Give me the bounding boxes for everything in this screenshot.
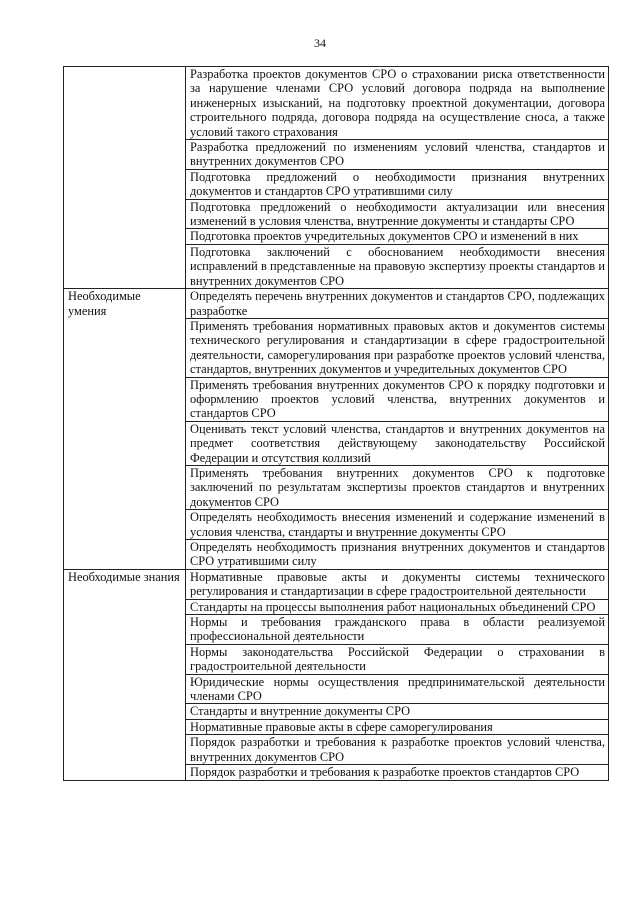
table-row <box>64 140 609 170</box>
table-row <box>64 229 609 244</box>
section-label-spacer <box>64 169 186 199</box>
table-cell: Стандарты и внутренние документы СРО <box>186 704 609 719</box>
table-row <box>64 244 609 288</box>
table-cell: Нормы и требования гражданского права в области реализуемой профессиональной деятельности <box>186 615 609 645</box>
section-label-spacer <box>64 765 186 780</box>
table-cell: Подготовка предложений о необходимости признания внутренних документов и стандартов СРО утратившими силу <box>186 169 609 199</box>
table-cell: Подготовка предложений о необходимости актуализации или внесения изменений в условия членства, внутренние документы и стандарты СРО <box>186 199 609 229</box>
section-label-spacer <box>64 199 186 229</box>
table-row <box>64 765 609 780</box>
section-label-spacer <box>64 719 186 734</box>
table-row <box>64 704 609 719</box>
table-cell: Применять требования внутренних документов СРО к порядку подготовки и оформлению проектов условий членства, внутренних документов и стандартов СРО <box>186 377 609 421</box>
section-label-spacer <box>64 510 186 540</box>
section-label-skills: Необходимые умения <box>64 289 186 319</box>
table-row <box>64 169 609 199</box>
section-label-spacer <box>64 540 186 570</box>
section-label-spacer <box>64 229 186 244</box>
section-label-spacer <box>64 704 186 719</box>
table-cell: Подготовка заключений с обоснованием необходимости внесения исправлений в представленные на правовую экспертизу проекты стандартов и внутренних документов СРО <box>186 244 609 288</box>
table-cell: Разработка проектов документов СРО о страховании риска ответственности за нарушение членами СРО условий договора подряда на выполнение инженерных изысканий, на подготовку проектной документации, договора строительного подряда, договора подряда на осуществление сноса, а также условий такого страхования <box>186 67 609 140</box>
table-cell: Определять необходимость внесения изменений и содержание изменений в условия членства, стандарты и внутренние документы СРО <box>186 510 609 540</box>
table-row <box>64 67 609 140</box>
table-row <box>64 421 609 465</box>
section-label-spacer <box>64 674 186 704</box>
table-row <box>64 377 609 421</box>
table-row <box>64 599 609 614</box>
section-label-spacer <box>64 377 186 421</box>
section-label-spacer <box>64 735 186 765</box>
table-cell: Применять требования нормативных правовых актов и документов системы технического регулирования и стандартизации в сфере градостроительной деятельности, саморегулирования при разработке проектов условий членства, стандартов, внутренних документов и учредительных документов СРО <box>186 318 609 377</box>
section-label-spacer <box>64 615 186 645</box>
table-cell: Подготовка проектов учредительных документов СРО и изменений в них <box>186 229 609 244</box>
table-row <box>64 510 609 540</box>
table-cell: Нормативные правовые акты в сфере саморегулирования <box>186 719 609 734</box>
table-cell: Определять необходимость признания внутренних документов и стандартов СРО утратившими силу <box>186 540 609 570</box>
table-row <box>64 199 609 229</box>
table-row <box>64 615 609 645</box>
section-label-spacer <box>64 421 186 465</box>
table-cell: Определять перечень внутренних документов и стандартов СРО, подлежащих разработке <box>186 289 609 319</box>
page-number: 34 <box>314 36 326 50</box>
section-label-spacer <box>64 244 186 288</box>
section-label-spacer <box>64 599 186 614</box>
table-cell: Порядок разработки и требования к разработке проектов условий членства, внутренних документов СРО <box>186 735 609 765</box>
table-cell: Нормы законодательства Российской Федерации о страховании в градостроительной деятельности <box>186 644 609 674</box>
section-label-spacer <box>64 465 186 509</box>
table-row <box>64 540 609 570</box>
table-cell: Порядок разработки и требования к разработке проектов стандартов СРО <box>186 765 609 780</box>
table-cell: Стандарты на процессы выполнения работ национальных объединений СРО <box>186 599 609 614</box>
table-cell: Нормативные правовые акты и документы системы технического регулирования и стандартизации в сфере градостроительной деятельности <box>186 569 609 599</box>
section-label-spacer <box>64 644 186 674</box>
section-label-spacer <box>64 140 186 170</box>
table-row <box>64 318 609 377</box>
table-row <box>64 465 609 509</box>
competency-table <box>63 66 609 781</box>
table-row <box>64 644 609 674</box>
section-label <box>64 67 186 140</box>
table-cell: Юридические нормы осуществления предпринимательской деятельности членами СРО <box>186 674 609 704</box>
table-row <box>64 674 609 704</box>
table-cell: Оценивать текст условий членства, стандартов и внутренних документов на предмет соответствия действующему законодательству Российской Федерации и отсутствия коллизий <box>186 421 609 465</box>
table-row <box>64 569 609 599</box>
table-cell: Применять требования внутренних документов СРО к подготовке заключений по результатам экспертизы проектов стандартов и внутренних документов СРО <box>186 465 609 509</box>
table-row <box>64 735 609 765</box>
table-cell: Разработка предложений по изменениям условий членства, стандартов и внутренних документов СРО <box>186 140 609 170</box>
section-label-spacer <box>64 318 186 377</box>
table-row <box>64 289 609 319</box>
table-row <box>64 719 609 734</box>
section-label-knowledge: Необходимые знания <box>64 569 186 599</box>
